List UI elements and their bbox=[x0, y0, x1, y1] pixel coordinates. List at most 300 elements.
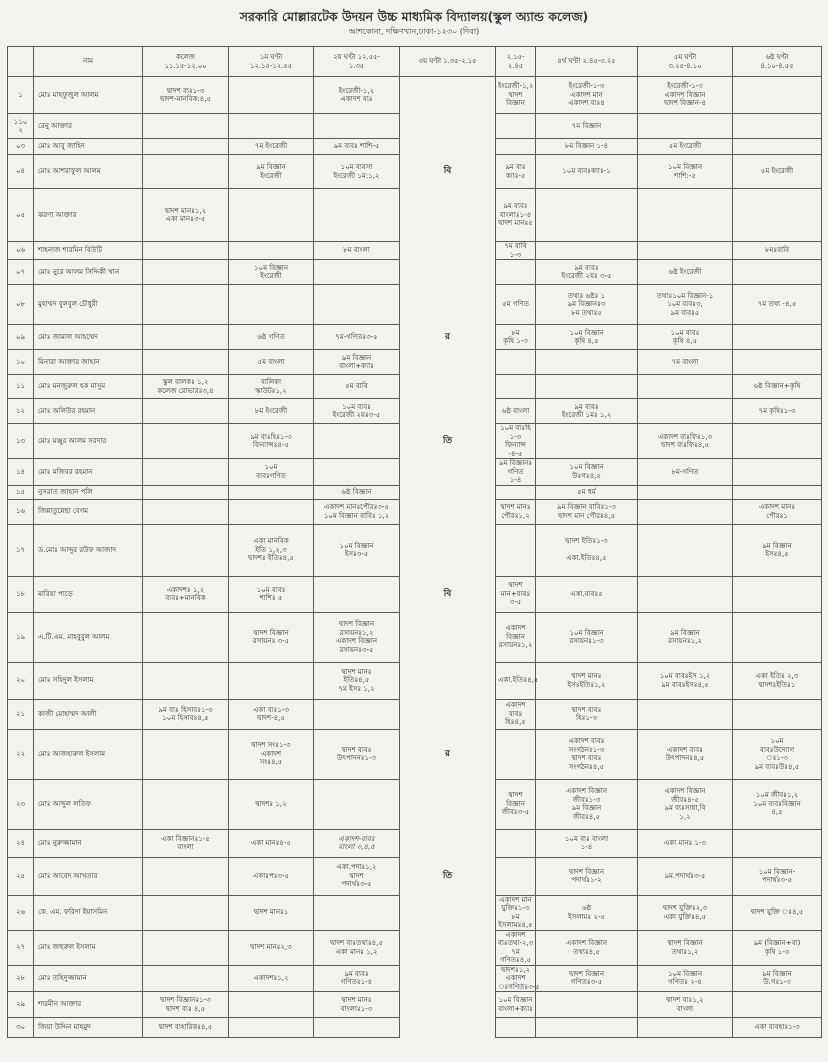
period-cell: ১০ম বিজ্ঞান ইসঃ৩-৫ bbox=[314, 524, 400, 576]
period-cell: একাদশ ব্যবঃ হিঃ৪,৫ bbox=[496, 699, 536, 729]
col-header-serial bbox=[8, 47, 34, 77]
break-cell bbox=[400, 350, 496, 375]
period-cell bbox=[143, 965, 229, 992]
period-cell bbox=[229, 992, 314, 1018]
period-cell bbox=[496, 375, 536, 399]
table-row bbox=[8, 459, 822, 486]
period-cell bbox=[229, 77, 314, 114]
period-cell bbox=[229, 485, 314, 499]
period-cell: ১০ম বিজ্ঞান- পদার্থঃ৩-৫ bbox=[733, 857, 822, 895]
period-cell: ৯ম ব্যবঃ বাংলাঃ১-৪ দ্বাদশ মানঃ৫ bbox=[496, 189, 536, 242]
table-row bbox=[8, 992, 822, 1018]
serial-cell: ১৯ bbox=[8, 612, 34, 662]
break-cell bbox=[400, 189, 496, 242]
period-cell: ৬ষ্ঠ বাংলা bbox=[496, 399, 536, 424]
period-cell bbox=[733, 992, 822, 1018]
teacher-name-cell: মোঃ তহিদুজ্জামান bbox=[34, 965, 143, 992]
period-cell: একা মানবিক ইতি ১,২,৩ দ্বাদশঃ ইতিঃ৪,৫ bbox=[229, 524, 314, 576]
period-cell: একাদশ ব্যবঃ উৎপাদনঃ৪,৫ bbox=[638, 729, 733, 779]
period-cell: দ্বাদশ বিজ্ঞান রসায়নঃ১,২ একাদশ বিজ্ঞান রসায়নঃ৩-৫ bbox=[314, 612, 400, 662]
period-cell bbox=[496, 260, 536, 285]
serial-cell: ০৫ bbox=[8, 189, 34, 242]
period-cell: ৫ম ইংরেজী bbox=[638, 139, 733, 155]
period-cell: একা বিজ্ঞানঃ১-৫ বাংলা bbox=[143, 829, 229, 857]
period-cell: ১০ম বিজ্ঞান রসায়নঃ১-৩ bbox=[536, 612, 638, 662]
period-cell bbox=[143, 499, 229, 524]
period-cell: ৯ম ব্যবঃ শাশি-৫ bbox=[314, 139, 400, 155]
period-cell bbox=[314, 576, 400, 612]
period-cell bbox=[143, 662, 229, 699]
period-cell bbox=[536, 1018, 638, 1038]
period-cell: দ্বাদশ ব্যহারিকঃ৪,৫ bbox=[143, 1018, 229, 1038]
period-cell bbox=[229, 114, 314, 139]
col-header-period-1 bbox=[229, 47, 314, 77]
col-header-period-6 bbox=[733, 47, 822, 77]
period-cell: একাদশ ব্যবঃ সংগঠনঃ১-৩ দ্বাদশ ব্যবঃ সংগঠনঃ৪,৫ bbox=[536, 729, 638, 779]
period-cell bbox=[229, 1018, 314, 1038]
period-cell: ৯ম বিজ্ঞান ইংরেজী bbox=[229, 155, 314, 189]
period-cell: একাদশ বিজ্ঞান রসায়নঃ১,২ bbox=[496, 612, 536, 662]
period-cell bbox=[638, 242, 733, 260]
table-row bbox=[8, 930, 822, 965]
teacher-name-cell: মোঃ আব্দুল লতিফ bbox=[34, 779, 143, 829]
period-cell: ১০ম বিজ্ঞান কৃষি ৪,৫ bbox=[536, 325, 638, 350]
period-cell: ১০ম বিজ্ঞান উঃগঃ৪,৫ bbox=[536, 459, 638, 486]
serial-cell: ০৬ bbox=[8, 242, 34, 260]
period-cell bbox=[229, 189, 314, 242]
document-header bbox=[0, 8, 828, 38]
period-cell bbox=[143, 524, 229, 576]
period-cell bbox=[638, 699, 733, 729]
period-cell bbox=[496, 524, 536, 576]
period-cell: দ্বাদশ বিজ্ঞান তথ্যঃ১,২ bbox=[638, 930, 733, 965]
period-cell: একা.ব্যবঃ৫ bbox=[536, 576, 638, 612]
period-cell: একা ব্যঃ১-৩ দ্বাদশ-৪,৫ bbox=[229, 699, 314, 729]
period-cell bbox=[496, 1018, 536, 1038]
period-cell bbox=[638, 485, 733, 499]
period-cell: একাদশ-ব্যবঃ বাংলা ৩,৪,৫ bbox=[314, 829, 400, 857]
table-row bbox=[8, 699, 822, 729]
period-cell: একাদশ বিজ্ঞান জীবঃ১-৩ ৯ম বিজ্ঞান জীবঃ৪,৫ bbox=[536, 779, 638, 829]
period-cell bbox=[536, 189, 638, 242]
break-cell bbox=[400, 965, 496, 992]
period-cell bbox=[733, 77, 822, 114]
col-header-text: ৪র্থ ঘণ্টা ২.৪৫-৩.২৫ bbox=[557, 57, 616, 66]
period-cell: ১০ম বিজ্ঞান গণিতঃ ২-৪ bbox=[638, 965, 733, 992]
period-cell: ১০ম ব্যবঃ ইংরেজী ২য়ঃ৩-৫ bbox=[314, 399, 400, 424]
period-cell: ৯ম ব্যবঃ ইংরেজী ২য়ঃ ৩-৫ bbox=[536, 260, 638, 285]
period-cell bbox=[229, 285, 314, 325]
period-cell: ১০ম ব্যঃহি ১-৩ ফিন্যান্স -৪-৫ bbox=[496, 424, 536, 459]
period-cell: ৫ম ইংরেজী bbox=[733, 155, 822, 189]
teacher-name-cell: রেনু আক্তার bbox=[34, 114, 143, 139]
period-cell: ১০ম ব্যবসা ইংরেজী ১ম:১,২ bbox=[314, 155, 400, 189]
period-cell: ১০ম ব্যবঃউদ্যোগ ঃ১-৩ ৯ম ব্যবঃউঃ৪,৫ bbox=[733, 729, 822, 779]
teacher-name-cell: মুহাম্মদ বুলবুল চৌধুরী bbox=[34, 285, 143, 325]
break-cell bbox=[400, 992, 496, 1018]
period-cell bbox=[733, 139, 822, 155]
col-header-period-4 bbox=[536, 47, 638, 77]
period-cell bbox=[496, 729, 536, 779]
table-row bbox=[8, 155, 822, 189]
period-cell bbox=[143, 399, 229, 424]
period-cell: ৯ম ব্যঃহিঃ১-৩ ফিন্যান্সঃ৪-৫ bbox=[229, 424, 314, 459]
break-cell bbox=[400, 1018, 496, 1038]
break-cell bbox=[400, 77, 496, 114]
teacher-name-cell: কে. এম. ফরিদা ইয়াসমিন bbox=[34, 895, 143, 930]
period-cell bbox=[733, 350, 822, 375]
period-cell bbox=[143, 424, 229, 459]
period-cell bbox=[536, 242, 638, 260]
table-row bbox=[8, 576, 822, 612]
period-cell: ইংরেজী-১,২ একাদশ ব্যঃ bbox=[314, 77, 400, 114]
col-header-text: ২.১৫- ২.৪৫ bbox=[506, 53, 525, 70]
period-cell: দ্বাদশ বিজ্ঞান রসায়নঃ ৩-৫ bbox=[229, 612, 314, 662]
teacher-name-cell: মোঃ মঞ্জুর আলম সরদার bbox=[34, 424, 143, 459]
teacher-name-cell: মিনারা আক্তার জাহান bbox=[34, 350, 143, 375]
teacher-name-cell: মোঃ অলিউর রহমান bbox=[34, 399, 143, 424]
period-cell: ৯ম ব্যঃ ক্যাঃ-৫ bbox=[496, 155, 536, 189]
period-cell bbox=[314, 459, 400, 486]
period-cell bbox=[314, 114, 400, 139]
period-cell: ৫ম বাবি bbox=[314, 375, 400, 399]
teacher-name-cell: মোঃ মজিবর রহমান bbox=[34, 459, 143, 486]
teacher-name-cell: জিন্নাতুন্নেছা বেগম bbox=[34, 499, 143, 524]
routine-body bbox=[8, 77, 822, 1038]
period-cell: একা ব্যবহাঃ১-৩ bbox=[733, 1018, 822, 1038]
period-cell: ৬ষ্ঠ গণিত bbox=[229, 325, 314, 350]
period-cell bbox=[314, 189, 400, 242]
break-cell bbox=[400, 375, 496, 399]
period-cell: ১০ম বিজ্ঞান ইংরেজী bbox=[229, 260, 314, 285]
period-cell: একাদশঃ ১,২ ব্যবঃ+মানবিক bbox=[143, 576, 229, 612]
period-cell bbox=[314, 260, 400, 285]
period-cell bbox=[733, 485, 822, 499]
col-header-text: ৩য় ঘণ্টা ১.৩৫-২.১৫ bbox=[418, 57, 477, 66]
period-cell: ৬ষ্ঠ ইসলামঃ ২-৫ bbox=[536, 895, 638, 930]
period-cell: দ্বাদশ মান+ব্যবঃ ৩-৫ bbox=[496, 576, 536, 612]
period-cell bbox=[143, 260, 229, 285]
period-cell bbox=[143, 139, 229, 155]
teacher-name-cell: মোঃ সহিদুল ইসলাম bbox=[34, 662, 143, 699]
table-row bbox=[8, 242, 822, 260]
serial-cell: ২৯ bbox=[8, 992, 34, 1018]
period-cell bbox=[143, 485, 229, 499]
col-header-name: নাম bbox=[34, 47, 143, 77]
period-cell bbox=[638, 399, 733, 424]
period-cell: ৬ষ্ঠ ইংরেজী bbox=[638, 260, 733, 285]
period-cell bbox=[143, 325, 229, 350]
period-cell bbox=[143, 729, 229, 779]
teacher-name-cell: মোঃ আবু জাহিদ bbox=[34, 139, 143, 155]
period-cell: ৭ম বাংলা bbox=[638, 350, 733, 375]
table-row bbox=[8, 375, 822, 399]
period-cell: ৯ম বিজ্ঞান বাংলা+ক্যাঃ bbox=[314, 350, 400, 375]
period-cell bbox=[496, 139, 536, 155]
period-cell: ১০ম ব্যবঃ কৃষি ৪,৫ bbox=[638, 325, 733, 350]
period-cell bbox=[496, 114, 536, 139]
period-cell: একা.ইতিঃ৪,৫ bbox=[496, 662, 536, 699]
period-cell bbox=[143, 459, 229, 486]
col-header-text: কলেজ ১১.১৫-১২.০০ bbox=[164, 53, 207, 70]
period-cell: দ্বাদশ ব্যবঃ হিঃ১-৩ bbox=[536, 699, 638, 729]
period-cell: দ্বাদশঃ ১,২ bbox=[229, 779, 314, 829]
col-header-break bbox=[496, 47, 536, 77]
period-cell bbox=[229, 499, 314, 524]
serial-cell: ১৮ bbox=[8, 576, 34, 612]
serial-cell: ৩০ bbox=[8, 1018, 34, 1038]
period-cell bbox=[143, 857, 229, 895]
col-header-period-5 bbox=[638, 47, 733, 77]
period-cell: ১০ম ব্যবঃ শাশিঃ ৫ bbox=[229, 576, 314, 612]
period-cell: দ্বাদশ ব্যঃ১-৩ দ্বাদশ-মানবিক:৪,৫ bbox=[143, 77, 229, 114]
period-cell: ১০ম ব্যঃ বাংলা ১-৪ bbox=[536, 829, 638, 857]
period-cell: ৬ষ্ঠ বিজ্ঞান bbox=[314, 485, 400, 499]
period-cell: ৯ম ব্যবঃ ইংরেজী ১মঃ ১,২ bbox=[536, 399, 638, 424]
period-cell: স্কুল বালকঃ ১,২ কলেজ রোভারঃ৩,৪ bbox=[143, 375, 229, 399]
break-cell bbox=[400, 662, 496, 699]
teacher-name-cell: কাজী মোহাম্মদ আলী bbox=[34, 699, 143, 729]
table-row bbox=[8, 424, 822, 459]
serial-cell: ০৭ bbox=[8, 260, 34, 285]
period-cell: ৭ম তথ্য -৪,৫ bbox=[733, 285, 822, 325]
period-cell: দ্বাদশ ব্যঃতথ্যঃ৪,৫ একা মানঃ ১,২ bbox=[314, 930, 400, 965]
period-cell: ৫ম গণিত bbox=[496, 285, 536, 325]
period-cell bbox=[733, 114, 822, 139]
period-cell bbox=[536, 992, 638, 1018]
break-cell bbox=[400, 139, 496, 155]
teacher-name-cell: জিয়া উদ্দিন মাহমুদ bbox=[34, 1018, 143, 1038]
period-cell: একা ইতিঃ ২,৩ দ্বাদশঃইতিঃ১ bbox=[733, 662, 822, 699]
teacher-name-cell: ঝরণা আক্তার bbox=[34, 189, 143, 242]
serial-cell: ১ bbox=[8, 77, 34, 114]
period-cell: দ্বাদশ বিজ্ঞানঃ১-৩ দ্বাদশ ব্যঃ ৪,৫ bbox=[143, 992, 229, 1018]
period-cell: বালিকা স্কাউটঃ১,২ bbox=[229, 375, 314, 399]
col-header-college bbox=[143, 47, 229, 77]
serial-cell: ২৫ bbox=[8, 857, 34, 895]
school-address: আশকোনা, দক্ষিণখান,ঢাকা-১২৩০ (দিবা) bbox=[348, 27, 480, 36]
serial-cell: ২০ bbox=[8, 662, 34, 699]
period-cell: ৭ম-গণিতঃ৩-৫ bbox=[314, 325, 400, 350]
break-cell bbox=[400, 524, 496, 576]
period-cell bbox=[143, 285, 229, 325]
break-cell bbox=[400, 829, 496, 857]
serial-cell: ২৬ bbox=[8, 895, 34, 930]
table-row bbox=[8, 965, 822, 992]
header-row bbox=[8, 47, 822, 77]
period-cell: দ্বাদশ মানঃ২,৩ bbox=[229, 930, 314, 965]
break-cell: র bbox=[400, 729, 496, 779]
period-cell: ৯ম বিজ্ঞানঃ গণিত ১-৪ bbox=[496, 459, 536, 486]
period-cell bbox=[496, 485, 536, 499]
period-cell: দ্বাদশ ব্যবঃ উৎপাদনঃ১-৩ bbox=[314, 729, 400, 779]
serial-cell: ২৭ bbox=[8, 930, 34, 965]
serial-cell: ০৩ bbox=[8, 139, 34, 155]
period-cell bbox=[143, 242, 229, 260]
table-row bbox=[8, 399, 822, 424]
period-cell bbox=[143, 350, 229, 375]
period-cell: ৯ম ব্যঃ হিসাবঃ১-৩ ১০ম হিসাবঃ৪,৫ bbox=[143, 699, 229, 729]
col-header-period-2 bbox=[314, 47, 400, 77]
period-cell: ৮ম কৃষি ১-৩ bbox=[496, 325, 536, 350]
period-cell bbox=[314, 779, 400, 829]
break-cell bbox=[400, 114, 496, 139]
period-cell: তথ্যঃ ৬ষ্ঠঃ ১ ৯ম বিজ্ঞানঃ৩ ৮ম তথ্যঃ৫ bbox=[536, 285, 638, 325]
break-cell bbox=[400, 285, 496, 325]
period-cell: দ্বাদশঃ১,২ একাদশ ঃগণিতঃ৩-৫ bbox=[496, 965, 536, 992]
teacher-name-cell: মোঃ জহুরুল ইসলাম bbox=[34, 930, 143, 965]
period-cell bbox=[314, 895, 400, 930]
break-cell bbox=[400, 895, 496, 930]
period-cell: ইংরেজী-১-৩ একাদশ মান একাদশ ব্যঃ৪ bbox=[536, 77, 638, 114]
period-cell: ৯ম (বিজ্ঞান+ব্য) কৃষি ১-৩ bbox=[733, 930, 822, 965]
period-cell: ৮ম-গণিত bbox=[638, 459, 733, 486]
period-cell: ৭ম বাবি ১-৩ bbox=[496, 242, 536, 260]
table-row bbox=[8, 895, 822, 930]
period-cell: ৭ম কৃষিঃ১-৩ bbox=[733, 399, 822, 424]
period-cell: একা মানঃ৪-৫ bbox=[229, 829, 314, 857]
period-cell: ৮মঃবাবি bbox=[733, 242, 822, 260]
table-row bbox=[8, 485, 822, 499]
period-cell bbox=[143, 930, 229, 965]
period-cell: দ্বাদশ মানঃ১,২ একা মানঃ৩-৫ bbox=[143, 189, 229, 242]
period-cell: ৯ম বিজ্ঞান উ.গঃ১-৩ bbox=[733, 965, 822, 992]
period-cell bbox=[733, 189, 822, 242]
period-cell bbox=[143, 612, 229, 662]
teacher-name-cell: মোঃ মনজুরুল হক মাসুম bbox=[34, 375, 143, 399]
serial-cell: ১৫ bbox=[8, 485, 34, 499]
col-header-text: ৬ষ্ঠ ঘণ্টা ৪.১০-৪.৫৫ bbox=[760, 53, 794, 70]
period-cell bbox=[496, 350, 536, 375]
col-header-text: ২য় ঘণ্টা ১২.৫৫- ১.৩৫ bbox=[333, 53, 380, 70]
table-row bbox=[8, 524, 822, 576]
period-cell: ১০ম জীবঃ১,২ ১০ম ব্যবঃবিজ্ঞান ৪,৫ bbox=[733, 779, 822, 829]
period-cell bbox=[733, 699, 822, 729]
period-cell: একা মানঃ ১-৩ bbox=[638, 829, 733, 857]
break-cell: তি bbox=[400, 424, 496, 459]
col-header-period-3 bbox=[400, 47, 496, 77]
period-cell bbox=[733, 829, 822, 857]
col-header-text: ৫ম ঘণ্টা ৩.২৫-৪.১০ bbox=[668, 53, 702, 70]
period-cell bbox=[229, 242, 314, 260]
period-cell bbox=[733, 424, 822, 459]
period-cell: দ্বাদশ বিজ্ঞান পদার্থঃ১-২ bbox=[536, 857, 638, 895]
col-header-text: ১ম ঘণ্টা ১২.১৫-১২.৫৫ bbox=[249, 53, 293, 70]
period-cell: ৯ম বিজ্ঞান রসায়নঃ১,২ bbox=[638, 612, 733, 662]
period-cell: একাদশ বিজ্ঞান তথ্যঃ৪,৫ bbox=[536, 930, 638, 965]
serial-cell: ১১ bbox=[8, 375, 34, 399]
period-cell: ৯ম.পদার্থঃ৩-৫ bbox=[638, 857, 733, 895]
serial-cell: ২৩ bbox=[8, 779, 34, 829]
break-cell: র bbox=[400, 325, 496, 350]
period-cell: দ্বাদশ মানঃ১ bbox=[229, 895, 314, 930]
period-cell: ৯ম বিজ্ঞান ইসঃ৪,৫ bbox=[733, 524, 822, 576]
period-cell: একাদশ মান যুক্তিঃ১-৩ ৮ম ইসলামঃ৪,৫ bbox=[496, 895, 536, 930]
period-cell: ৯ম ব্যবঃ গণিতঃ১-৪ bbox=[314, 965, 400, 992]
period-cell bbox=[314, 285, 400, 325]
serial-cell: ২৮ bbox=[8, 965, 34, 992]
table-row bbox=[8, 612, 822, 662]
teacher-name-cell: মোঃ নুরে আলম সিদ্দিকী খান bbox=[34, 260, 143, 285]
teacher-name-cell: মোঃ মাহফুজুল আলম bbox=[34, 77, 143, 114]
serial-cell: ০৯ bbox=[8, 325, 34, 350]
teacher-name-cell: মোঃ আজহারুল ইসলাম bbox=[34, 729, 143, 779]
period-cell bbox=[143, 155, 229, 189]
table-row bbox=[8, 350, 822, 375]
school-name: সরকারি মোল্লারটেক উদয়ন উচ্চ মাধ্যমিক বিদ্যালয়(স্কুল অ্যান্ড কলেজ) bbox=[239, 9, 589, 24]
period-cell: দ্বাদশ ইতিঃ১-৩ একা.ইতিঃ৪,৫ bbox=[536, 524, 638, 576]
period-cell bbox=[536, 375, 638, 399]
period-cell: ৮ম বিজ্ঞান ১-৪ bbox=[536, 139, 638, 155]
period-cell: ইংরেজী-১-৩ একাদশ বিজ্ঞান দ্বাদশ বিজ্ঞান-৪ bbox=[638, 77, 733, 114]
period-cell: ৫ম বাংলা bbox=[229, 350, 314, 375]
serial-cell: ১৪ bbox=[8, 459, 34, 486]
period-cell: ইংরেজী-১,২ দ্বাদশ বিজ্ঞান bbox=[496, 77, 536, 114]
period-cell: ১০ম বিজ্ঞান শাশি:-৫ bbox=[638, 155, 733, 189]
period-cell: একাদশ মানঃপৌরঃ৩-৫ ১০ম বিজ্ঞান বাবিঃ ১,২ bbox=[314, 499, 400, 524]
period-cell bbox=[143, 895, 229, 930]
period-cell bbox=[733, 459, 822, 486]
table-row bbox=[8, 779, 822, 829]
break-cell bbox=[400, 459, 496, 486]
break-cell: বি bbox=[400, 155, 496, 189]
break-cell bbox=[400, 399, 496, 424]
period-cell: একাঃপঃ৩-৫ bbox=[229, 857, 314, 895]
period-cell bbox=[143, 779, 229, 829]
serial-cell: ১০ bbox=[8, 350, 34, 375]
period-cell bbox=[733, 576, 822, 612]
table-row bbox=[8, 729, 822, 779]
table-row bbox=[8, 829, 822, 857]
period-cell: ১০ম বিজ্ঞান বাংলা+ক্যাঃ bbox=[496, 992, 536, 1018]
period-cell: ১০ম ব্যবঃক্যাঃ-১ bbox=[536, 155, 638, 189]
teacher-name-cell: মোঃ নুরুজ্জামান bbox=[34, 829, 143, 857]
table-row bbox=[8, 139, 822, 155]
period-cell: ৭ম বিজ্ঞান bbox=[536, 114, 638, 139]
period-cell: একাদশঃ১,২ bbox=[229, 965, 314, 992]
serial-cell: ১৬ bbox=[8, 499, 34, 524]
class-routine-table bbox=[7, 46, 822, 1038]
period-cell: ৮ম বাংলা bbox=[314, 242, 400, 260]
table-row bbox=[8, 857, 822, 895]
serial-cell: ১৭ bbox=[8, 524, 34, 576]
period-cell bbox=[733, 325, 822, 350]
period-cell: একা.পদাঃ১,২ দ্বাদশ পদার্থঃ৩-৫ bbox=[314, 857, 400, 895]
break-cell bbox=[400, 260, 496, 285]
serial-cell: ০৮ bbox=[8, 285, 34, 325]
teacher-name-cell: মোঃ আশরাফুল আলম bbox=[34, 155, 143, 189]
period-cell: একাদশ বিজ্ঞান জীবঃ৪-৫ ৯ম ব্যঃসাধা,বি ১,২ bbox=[638, 779, 733, 829]
teacher-name-cell: মারিয়া পাড়ে bbox=[34, 576, 143, 612]
period-cell: ৯ম বিজ্ঞান বাবিঃ১-৩ দ্বাদশ মান পৌরঃ৪,৫ bbox=[536, 499, 638, 524]
period-cell bbox=[496, 829, 536, 857]
period-cell: ৬ষ্ঠ বিজ্ঞান+কৃষি bbox=[733, 375, 822, 399]
teacher-name-cell: এ.টি.এম. মাহবুবুল আলম bbox=[34, 612, 143, 662]
period-cell bbox=[536, 350, 638, 375]
table-row bbox=[8, 662, 822, 699]
break-cell bbox=[400, 930, 496, 965]
break-cell: তি bbox=[400, 857, 496, 895]
period-cell: একাদশ মানঃ পৌরঃ১ bbox=[733, 499, 822, 524]
table-row bbox=[8, 77, 822, 114]
break-cell bbox=[400, 499, 496, 524]
period-cell bbox=[733, 612, 822, 662]
period-cell: দ্বাদশ যুক্তিঃ২,৩ একা যুক্তিঃ৪,৫ bbox=[638, 895, 733, 930]
break-cell bbox=[400, 779, 496, 829]
period-cell bbox=[733, 260, 822, 285]
period-cell bbox=[314, 1018, 400, 1038]
period-cell: দ্বাদশ যুক্তি ঃ৪,৫ bbox=[733, 895, 822, 930]
